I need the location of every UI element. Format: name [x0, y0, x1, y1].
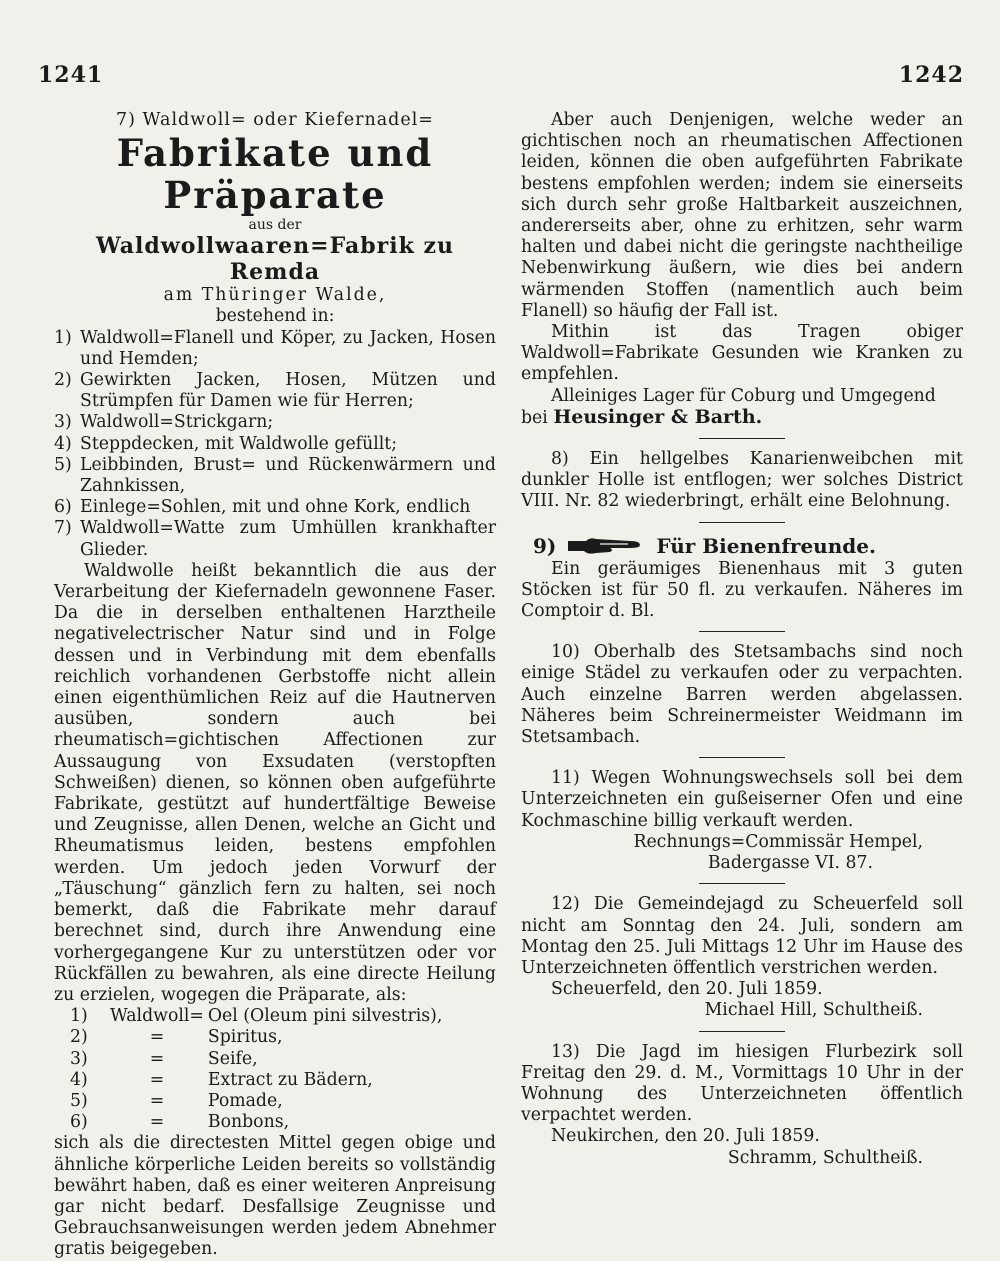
ad11-address: Badergasse VI. 87. [707, 853, 873, 874]
page-number-right: 1242 [898, 62, 964, 88]
left-column [54, 110, 496, 1261]
list-item: 7) Waldwoll=Watte zum Umhüllen krankhafter Glieder. [54, 518, 496, 560]
ad7-factory-name: Waldwollwaaren=Fabrik zu Remda [96, 233, 454, 286]
list-item: 1) Waldwoll= Oel (Oleum pini silvestris), [70, 1006, 443, 1027]
list-item: 5) = Pomade, [70, 1090, 283, 1111]
ad11-signature: Rechnungs=Commissär Hempel, [633, 831, 923, 852]
right-column [521, 110, 963, 1169]
ad12-date: Scheuerfeld, den 20. Juli 1859. [551, 979, 823, 1000]
ad13-signature: Schramm, Schultheiß. [727, 1147, 923, 1168]
ad8-text: 8) Ein hellgelbes Kanarienweibchen mit dunkler Holle ist entflogen; wer solches District VIII. Nr. 82 wiederbringt, erhält eine Belohnung. [521, 449, 963, 512]
ad13-text: 13) Die Jagd im hiesigen Flurbezirk soll Freitag den 29. d. M., Vormittags 10 Uhr in der Wohnung des Unterzeichneten öffentlich verpachtet werden. [521, 1041, 963, 1126]
ad7-location: am Thüringer Walde, [163, 285, 387, 306]
ad12-text: 12) Die Gemeindejagd zu Scheuerfeld soll nicht am Sonntag den 24. Juli, sondern am Montag den 25. Juli Mittags 12 Uhr im Hause des Unterzeichneten öffentlich verstrichen werden. [521, 894, 963, 978]
list-item: 4) Steppdecken, mit Waldwolle gefüllt; [54, 433, 398, 454]
ad7-heading-title: Fabrikate und Präparate [116, 131, 434, 218]
ad7-dealer: bei Heusinger & Barth. [521, 405, 763, 428]
list-item: 3) Waldwoll=Strickgarn; [54, 412, 274, 433]
ad13-date: Neukirchen, den 20. Juli 1859. [551, 1126, 820, 1147]
ad7-body-paragraph-2: sich als die directesten Mittel gegen obige und ähnliche körperliche Leiden bereits so vollständig bewährt haben, daß es einer weiteren Anpreisung gar nicht bedarf. Desfallsige Zeugnisse und Gebrauchsanweisungen werden jedem Abnehmer gratis beigegeben. [54, 1133, 496, 1260]
divider [699, 631, 785, 632]
divider [699, 883, 785, 884]
preparations-list [70, 1006, 446, 1133]
ad7-bestehend: bestehend in: [215, 306, 335, 327]
dealer-name: Heusinger & Barth. [553, 405, 763, 428]
list-item: 5) Leibbinden, Brust= und Rückenwärmern und Zahnkissen, [54, 454, 496, 497]
ad12-signature: Michael Hill, Schultheiß. [704, 1000, 923, 1021]
ad7-continuation-3: Alleiniges Lager für Coburg und Umgegend [551, 385, 936, 406]
ad9-title: Für Bienenfreunde. [656, 533, 876, 558]
list-item: 1) Waldwoll=Flanell und Köper, zu Jacken, Hosen und Hemden; [54, 327, 496, 369]
ad7-body-paragraph-1: Waldwolle heißt bekanntlich die aus der Verarbeitung der Kiefernadeln gewonnene Faser. Da die in derselben enthaltenen Harztheile negativelectrischer Natur sind und in Folge dessen und in Verbindung mit dem ebenfalls reichlich vorhandenen Gerbstoffe nicht allein einen eigenthümlichen Reiz auf die Hautnerven ausüben, sondern auch bei rheumatisch=gichtischen Affectionen zur Aussaugung von Exsudaten (verstopften Schweißen) dienen, so können oben aufgeführte Fabrikate, gestützt auf hundertfältige Beweise und Zeugnisse, allen Denen, welche an Gicht und Rheumatismus leiden, bestens empfohlen werden. Um jedoch jeden Vorwurf der „Täuschung“ gänzlich fern zu halten, sei noch bemerkt, daß die Fabrikate mehr darauf berechnet sind, durch ihre Anwendung eine vorhergegangene Kur zu unterstützen oder vor Rückfällen zu bewahren, als eine directe Heilung zu erzielen, wogegen die Präparate, als: [54, 560, 496, 1005]
divider [699, 1031, 785, 1032]
ad9-text: Ein geräumiges Bienenhaus mit 3 guten Stöcken ist für 50 fl. zu verkaufen. Näheres im Comptoir d. Bl. [521, 558, 963, 622]
divider [699, 522, 785, 523]
list-item: 4) = Extract zu Bädern, [70, 1069, 373, 1090]
list-item: 6) = Bonbons, [70, 1112, 290, 1133]
ad7-heading-line1: 7) Waldwoll= oder Kiefernadel= [116, 110, 434, 130]
page-number-left: 1241 [38, 62, 104, 88]
list-item: 2) = Spiritus, [70, 1027, 283, 1048]
list-item: 3) = Seife, [70, 1048, 258, 1069]
divider [699, 438, 785, 439]
ad7-continuation-2: Mithin ist das Tragen obiger Waldwoll=Fabrikate Gesunden wie Kranken zu empfehlen. [521, 322, 963, 385]
list-item: 2) Gewirkten Jacken, Hosen, Mützen und Strümpfen für Damen wie für Herren; [54, 370, 496, 412]
pointing-hand-icon [566, 535, 646, 557]
ad11-text: 11) Wegen Wohnungswechsels soll bei dem Unterzeichneten ein gußeiserner Ofen und eine Kochmaschine billig verkauft werden. [521, 768, 963, 831]
list-item: 6) Einlege=Sohlen, mit und ohne Kork, endlich [54, 497, 471, 518]
divider [699, 757, 785, 758]
product-list [54, 328, 496, 561]
ad9-number: 9) [533, 533, 557, 558]
ad7-continuation-1: Aber auch Denjenigen, welche weder an gichtischen noch an rheumatischen Affectionen leiden, können die oben aufgeführten Fabrikate bestens empfohlen werden; indem sie einerseits sich durch sehr große Haltbarkeit auszeichnen, andererseits aber, ohne zu erhitzen, sehr warm halten und dabei nicht die geringste nachtheilige Nebenwirkung äußern, wie dies bei andern wärmenden Stoffen (namentlich auch beim Flanell) so häufig der Fall ist. [521, 110, 963, 321]
ad10-text: 10) Oberhalb des Stetsambachs sind noch einige Städel zu verkaufen oder zu verpachten. Auch einzelne Barren werden abgelassen. Näheres beim Schreinermeister Weidmann im Stetsambach. [521, 642, 963, 748]
ad9-heading [521, 533, 963, 559]
ad7-heading-aus-der: aus der [248, 217, 302, 234]
